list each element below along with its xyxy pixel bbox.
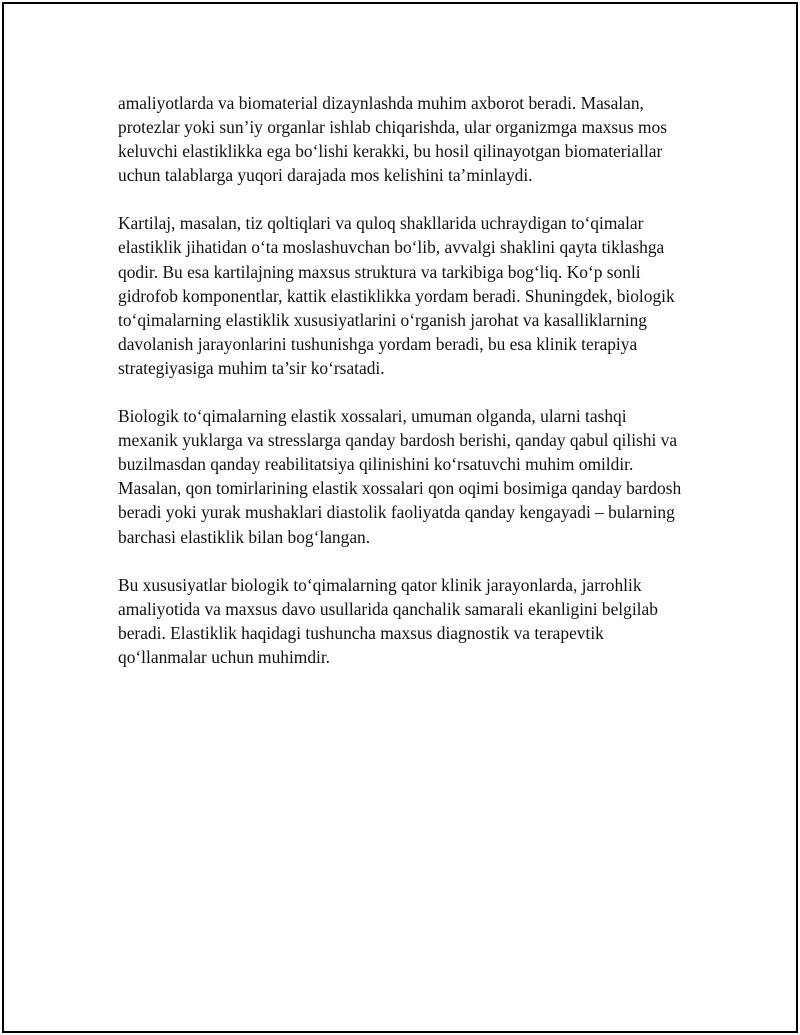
paragraph-1: amaliyotlarda va biomaterial dizaynlashda muhim axborot beradi. Masalan, protezlar yoki sun’iy organlar ishlab chiqarishda, ular organizmga maxsus mos keluvchi elastiklikka ega bo‘lishi kerakki, bu hosil qilinayotgan biomateriallar uchun talablarga yuqori darajada mos kelishini ta’minlaydi. <box>118 93 667 186</box>
paragraph-4: Bu xususiyatlar biologik to‘qimalarning qator klinik jarayonlarda, jarrohlik amaliyotida va maxsus davo usullarida qanchalik samarali ekanligini belgilab beradi. Elastiklik haqidagi tushuncha maxsus diagnostik va terapevtik qo‘llanmalar uchun muhimdir. <box>118 574 658 667</box>
document-body <box>118 91 686 693</box>
paragraph-3: Biologik to‘qimalarning elastik xossalari, umuman olganda, ularni tashqi mexanik yuklarga va stresslarga qanday bardosh berishi, qanday qabul qilishi va buzilmasdan qanday reabilitatsiya qilinishini ko‘rsatuvchi muhim omildir. Masalan, qon tomirlarining elastik xossalari qon oqimi bosimiga qanday bardosh beradi yoki yurak mushaklari diastolik faoliyatda qanday kengayadi – bularning barchasi elastiklik bilan bog‘langan. <box>118 406 682 547</box>
paragraph-2: Kartilaj, masalan, tiz qoltiqlari va quloq shakllarida uchraydigan to‘qimalar elastiklik jihatidan o‘ta moslashuvchan bo‘lib, avvalgi shaklini qayta tiklashga qodir. Bu esa kartilajning maxsus struktura va tarkibiga bog‘liq. Ko‘p sonli gidrofob komponentlar, kattik elastiklikka yordam beradi. Shuningdek, biologik to‘qimalarning elastiklik xususiyatlarini o‘rganish jarohat va kasalliklarning davolanish jarayonlarini tushunishga yordam beradi, bu esa klinik terapiya strategiyasiga muhim ta’sir ko‘rsatadi. <box>118 213 675 378</box>
